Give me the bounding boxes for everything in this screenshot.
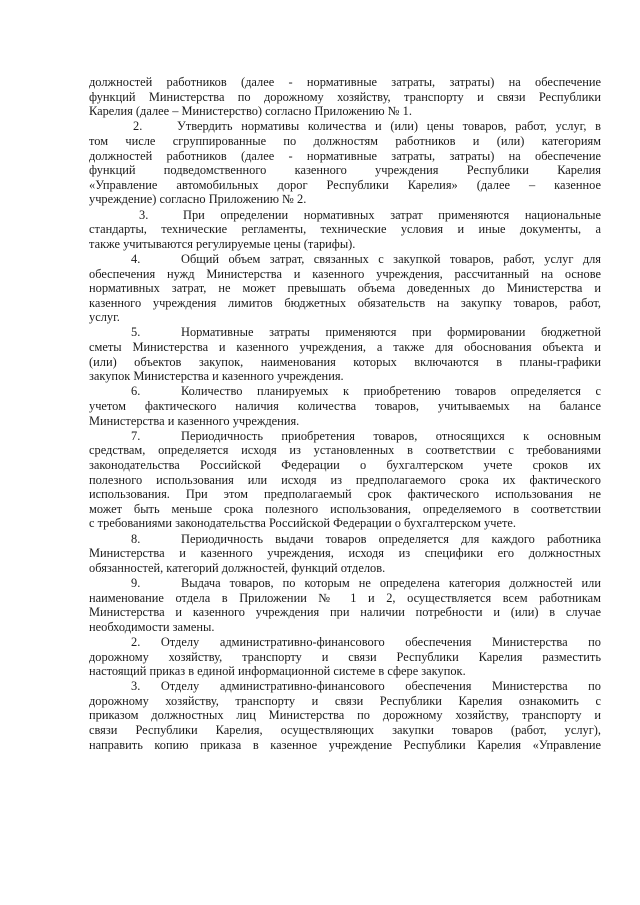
text-line: том числе сгруппированные по должностям работников и (или) категориям: [89, 133, 601, 148]
text-line: функций подведомственного казенного учреждения Республики Карелия: [89, 163, 601, 178]
line-text: Общий объем затрат, связанных с закупкой товаров, работ, услуг для: [181, 251, 601, 266]
document-body: [89, 75, 601, 753]
text-line: должностей работников (далее - нормативные затраты, затраты) на обеспечение: [89, 148, 601, 163]
text-line: использования. При этом предполагаемый срок фактического использования не: [89, 487, 601, 502]
line-text: Количество планируемых к приобретению товаров определяется с: [181, 384, 601, 399]
item-number: 6.: [131, 384, 141, 399]
text-line: дорожному хозяйству, транспорту и связи Республики Карелия ознакомить с: [89, 693, 601, 708]
text-line: [89, 252, 601, 267]
text-line: (или) объектов закупок, наименования которых включаются в планы-графики: [89, 354, 601, 369]
text-line: связи Республики Карелия, осуществляющих закупки товаров (работ, услуг),: [89, 723, 601, 738]
item-number: 9.: [131, 575, 141, 590]
item-number: 5.: [131, 325, 141, 340]
text-line: полезного использования или исходя из предполагаемого срока их фактического: [89, 472, 601, 487]
text-line: Министерства и казенного учреждения при наличии потребности и (или) в случае: [89, 605, 601, 620]
line-text: Периодичность выдачи товаров определяется для каждого работника: [181, 531, 601, 546]
item-number: 4.: [131, 251, 141, 266]
text-line: необходимости замены.: [89, 619, 215, 634]
paragraph-item-2: [89, 119, 601, 206]
text-line: закупок Министерства и казенного учреждения.: [89, 369, 344, 384]
text-line: Министерства и казенного учреждения.: [89, 413, 300, 428]
text-line: обеспечения нужд Министерства и казенного учреждения, рассчитанный на основе: [89, 266, 601, 281]
text-line: законодательства Российской Федерации о бухгалтерском учете сроков их: [89, 458, 601, 472]
text-line: 3. Отделу административно-финансового обеспечения Министерства по: [131, 679, 601, 694]
paragraph-continuation: [89, 75, 601, 119]
text-line: [89, 532, 601, 547]
text-line: может быть меньше срока полезного использования, определяемого в соответствии: [89, 501, 601, 516]
paragraph-order-3: [89, 679, 601, 752]
paragraph-item-5: [89, 325, 601, 383]
text-line: «Управление автомобильных дорог Республики Карелия» (далее – казенное: [89, 177, 601, 192]
line-text: Нормативные затраты применяются при формировании бюджетной: [181, 325, 601, 340]
text-line: нормативных затрат, не может превышать объема доведенных до Министерства и: [89, 281, 601, 296]
paragraph-item-4: [89, 252, 601, 325]
line-text: Периодичность приобретения товаров, относящихся к основным: [181, 428, 601, 443]
text-line: учетом фактического наличия количества товаров, учитываемых на балансе: [89, 399, 601, 414]
text-line: функций Министерства по дорожному хозяйству, транспорту и связи Республики: [89, 89, 601, 104]
text-line: стандарты, технические регламенты, технические условия и иные документы, а: [89, 222, 601, 237]
item-number: 2.: [133, 119, 143, 134]
text-line: средствам, определяется исходя из установленных в соответствии с требованиями: [89, 443, 601, 458]
text-line: также учитываются регулируемые цены (тарифы).: [89, 236, 356, 251]
text-line: Министерства и казенного учреждения, исходя из специфики его должностных: [89, 546, 601, 561]
text-line: с требованиями законодательства Российской Федерации о бухгалтерском учете.: [89, 516, 516, 531]
text-line: казенного учреждения лимитов бюджетных обязательств на закупку товаров, работ,: [89, 295, 601, 310]
item-number: 7.: [131, 428, 141, 443]
item-number: 8.: [131, 531, 141, 546]
paragraph-order-2: [89, 635, 601, 679]
line-text: Выдача товаров, по которым не определена категория должностей или: [181, 575, 601, 590]
paragraph-item-7: [89, 429, 601, 531]
text-line: направить копию приказа в казенное учреждение Республики Карелия «Управление: [89, 737, 601, 752]
text-line: сметы Министерства и казенного учреждения, а также для обоснования объекта и: [89, 340, 601, 355]
text-line: должностей работников (далее - нормативные затраты, затраты) на обеспечение: [89, 75, 601, 89]
text-line: Карелия (далее – Министерство) согласно Приложению № 1.: [89, 104, 412, 119]
text-line: [89, 429, 601, 444]
text-line: [89, 325, 601, 340]
paragraph-item-8: [89, 532, 601, 576]
text-line: [89, 576, 601, 591]
text-line: [89, 208, 601, 223]
text-line: приказом должностных лиц Министерства по дорожному хозяйству, транспорту и: [89, 708, 601, 723]
paragraph-item-9: [89, 576, 601, 634]
paragraph-item-3: [89, 208, 601, 252]
item-number: 3.: [139, 207, 149, 222]
line-text: Утвердить нормативы количества и (или) цены товаров, работ, услуг, в: [177, 119, 601, 134]
text-line: [89, 119, 601, 134]
text-line: услуг.: [89, 310, 120, 325]
text-line: 2. Отделу административно-финансового обеспечения Министерства по: [131, 634, 601, 649]
text-line: [89, 384, 601, 399]
line-text: При определении нормативных затрат применяются национальные: [183, 207, 601, 222]
text-line: учреждение) согласно Приложению № 2.: [89, 192, 307, 207]
paragraph-item-6: [89, 384, 601, 428]
text-line: дорожному хозяйству, транспорту и связи Республики Карелия разместить: [89, 649, 601, 664]
text-line: наименование отдела в Приложении № 1 и 2, осуществляется всем работникам: [89, 590, 601, 605]
text-line: обязанностей, категорий должностей, функций отделов.: [89, 560, 386, 575]
text-line: настоящий приказ в единой информационной системе в сфере закупок.: [89, 664, 466, 679]
